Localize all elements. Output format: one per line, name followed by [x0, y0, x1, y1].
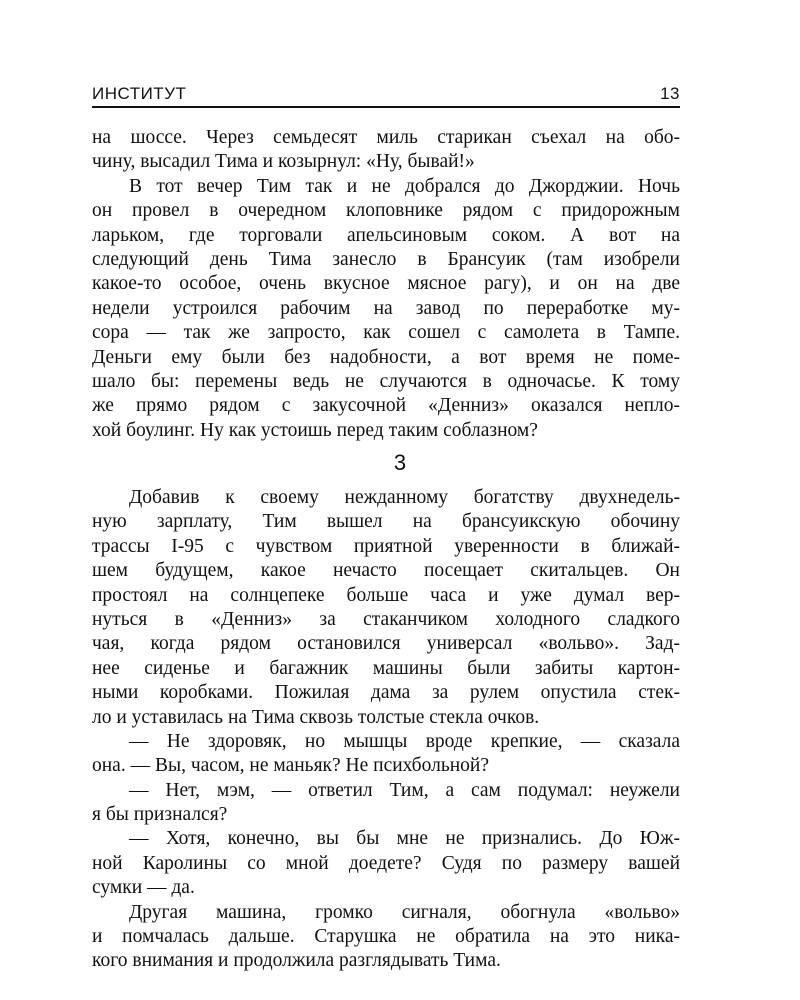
text-line: хой боулинг. Ну как устоишь перед таким соблазном?	[92, 419, 538, 441]
dialogue-line: — Не здоровяк, но мышцы вроде крепкие, — сказала	[129, 730, 680, 752]
text-line: шало бы: перемены ведь не случаются в одночасье. К тому	[92, 370, 680, 392]
text-section-1	[92, 126, 680, 443]
text-line: он провел в очередном клоповнике рядом с придорожным	[92, 200, 680, 222]
header-rule	[92, 106, 680, 108]
page-number: 13	[660, 84, 680, 103]
text-line: Деньги ему были без надобности, а вот время не поме-	[92, 346, 680, 368]
text-line: сумки — да.	[92, 877, 195, 899]
text-line: ными коробками. Пожилая дама за рулем опустила стек-	[92, 682, 680, 704]
text-line: недели устроился рабочим на завод по переработке му-	[92, 297, 680, 319]
text-line: Добавив к своему нежданному богатству двухнедель-	[129, 487, 680, 508]
dialogue-line: — Хотя, конечно, вы бы мне не признались. До Юж-	[129, 828, 680, 850]
text-line: нее сиденье и багажник машины были забиты картон-	[92, 657, 680, 679]
text-line: какое-то особое, очень вкусное мясное рагу), и он на две	[92, 273, 680, 295]
text-line: трассы I-95 с чувством приятной уверенности в ближай-	[92, 535, 680, 557]
text-line: следующий день Тима занесло в Брансуик (там изобрели	[92, 248, 680, 270]
text-line: простоял на солнцепеке больше часа и уже думал вер-	[92, 584, 680, 606]
text-line: Другая машина, громко сигналя, обогнула «вольво»	[129, 901, 680, 923]
text-line: ло и уставилась на Тима сквозь толстые стекла очков.	[92, 706, 540, 728]
text-line: сора — так же запросто, как сошел с самолета в Тампе.	[92, 322, 680, 344]
text-line: чая, когда рядом остановился универсал «вольво». Зад-	[92, 633, 680, 655]
text-line: чину, высадил Тима и козырнул: «Ну, бывай!»	[92, 151, 475, 173]
text-line: на шоссе. Через семьдесят миль старикан съехал на обо-	[92, 127, 680, 148]
text-line: нуться в «Денниз» за стаканчиком холодного сладкого	[92, 608, 680, 630]
text-line: ной Каролины со мной доедете? Судя по размеру вашей	[92, 852, 680, 874]
dialogue-line: — Нет, мэм, — ответил Тим, а сам подумал: неужели	[129, 779, 680, 801]
text-line: же прямо рядом с закусочной «Денниз» оказался непло-	[92, 395, 680, 417]
book-title: ИНСТИТУТ	[92, 84, 187, 103]
text-line: В тот вечер Тим так и не добрался до Джорджии. Ночь	[129, 175, 680, 197]
text-line: кого внимания и продолжила разглядывать Тима.	[92, 950, 501, 972]
chapter-number: 3	[393, 450, 407, 475]
text-section-2	[92, 486, 680, 974]
running-header	[92, 80, 680, 104]
text-line: ную зарплату, Тим вышел на брансуикскую обочину	[92, 511, 680, 533]
text-line: она. — Вы, часом, не маньяк? Не психбольной?	[92, 755, 489, 777]
text-line: шем будущем, какое нечасто посещает скитальцев. Он	[92, 560, 680, 582]
text-line: я бы признался?	[92, 804, 228, 826]
text-line: и помчалась дальше. Старушка не обратила на это ника-	[92, 926, 680, 948]
text-line: ларьком, где торговали апельсиновым соком. А вот на	[92, 224, 680, 246]
